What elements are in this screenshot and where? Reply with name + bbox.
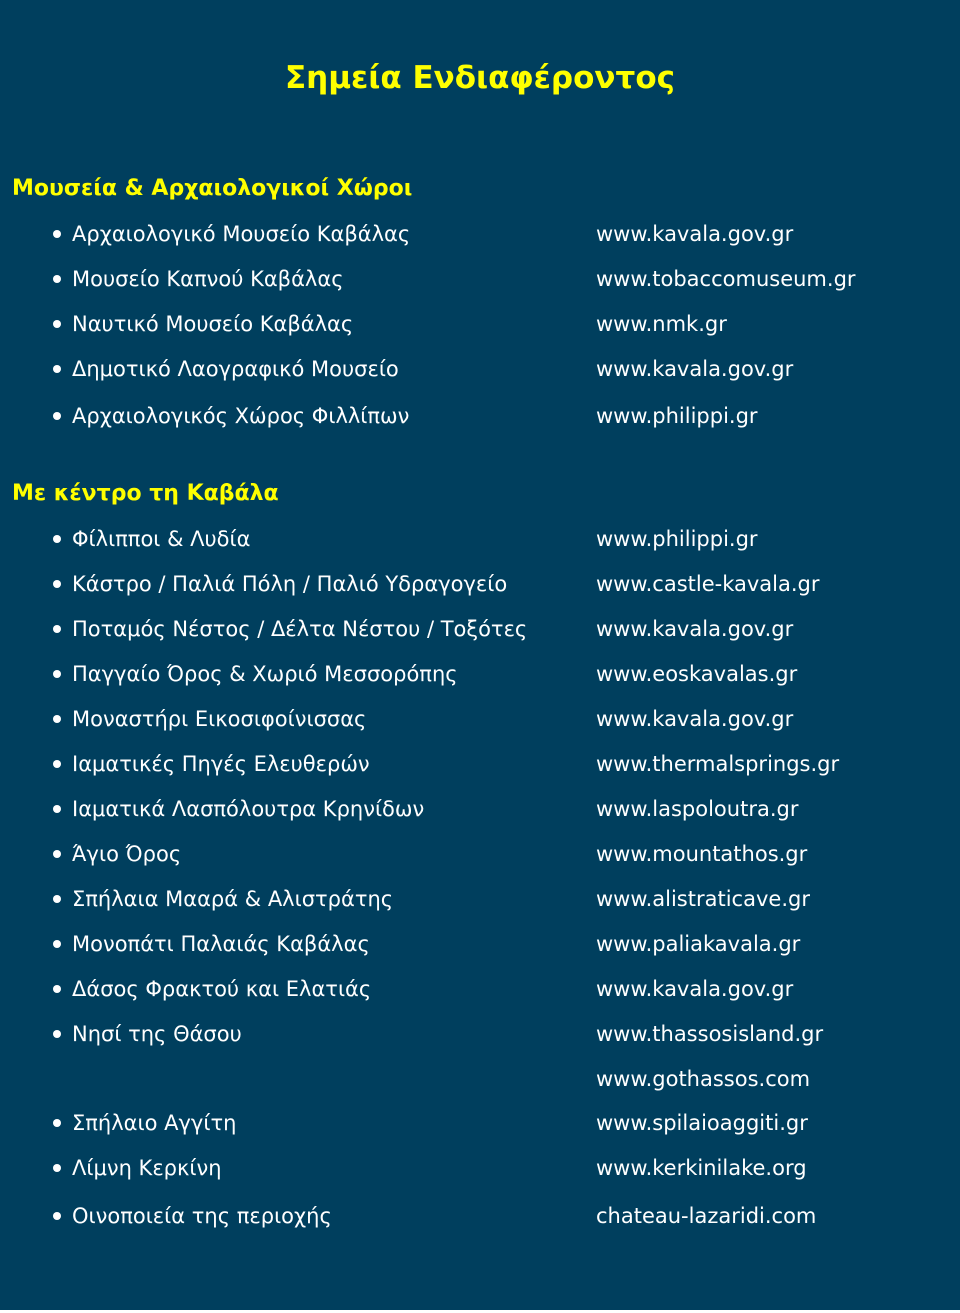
item-url-link[interactable]: www.philippi.gr xyxy=(596,527,758,551)
bullet-icon xyxy=(53,580,61,588)
bullet-icon xyxy=(53,940,61,948)
list-item xyxy=(0,1018,960,1050)
item-name: Ιαματικά Λασπόλουτρα Κρηνίδων xyxy=(72,797,425,821)
bullet-icon xyxy=(53,1164,61,1172)
section-heading: Μουσεία & Αρχαιολογικοί Χώροι xyxy=(12,176,413,201)
bullet-icon xyxy=(53,670,61,678)
list-item xyxy=(0,748,960,780)
list-item xyxy=(0,883,960,915)
bullet-icon xyxy=(53,985,61,993)
bullet-icon xyxy=(53,1030,61,1038)
bullet-icon xyxy=(53,535,61,543)
list-item xyxy=(0,353,960,385)
item-name: Μονοπάτι Παλαιάς Καβάλας xyxy=(72,932,370,956)
list-item xyxy=(0,928,960,960)
list-item xyxy=(0,1063,960,1095)
item-name: Δάσος Φρακτού και Ελατιάς xyxy=(72,977,372,1001)
list-item xyxy=(0,658,960,690)
item-name: Δημοτικό Λαογραφικό Μουσείο xyxy=(72,357,399,381)
item-name: Ιαματικές Πηγές Ελευθερών xyxy=(72,752,370,776)
item-url-link[interactable]: www.nmk.gr xyxy=(596,312,727,336)
item-url-link[interactable]: www.mountathos.gr xyxy=(596,842,808,866)
item-url-link[interactable]: www.paliakavala.gr xyxy=(596,932,801,956)
list-item xyxy=(0,613,960,645)
list-item xyxy=(0,263,960,295)
bullet-icon xyxy=(53,895,61,903)
item-url-link[interactable]: www.kavala.gov.gr xyxy=(596,617,794,641)
bullet-icon xyxy=(53,365,61,373)
list-item xyxy=(0,568,960,600)
item-url-link[interactable]: www.tobaccomuseum.gr xyxy=(596,267,856,291)
section-heading: Με κέντρο τη Καβάλα xyxy=(12,481,279,506)
bullet-icon xyxy=(53,1212,61,1220)
item-url-link[interactable]: www.kavala.gov.gr xyxy=(596,977,794,1001)
item-url-link[interactable]: chateau-lazaridi.com xyxy=(596,1204,817,1228)
bullet-icon xyxy=(53,760,61,768)
item-name: Οινοποιεία της περιοχής xyxy=(72,1204,332,1228)
item-name: Άγιο Όρος xyxy=(72,842,182,866)
item-name: Μοναστήρι Εικοσιφοίνισσας xyxy=(72,707,367,731)
item-url-link[interactable]: www.kavala.gov.gr xyxy=(596,222,794,246)
item-url-link[interactable]: www.philippi.gr xyxy=(596,404,758,428)
item-name: Λίμνη Κερκίνη xyxy=(72,1156,222,1180)
item-url-link[interactable]: www.spilaioaggiti.gr xyxy=(596,1111,808,1135)
bullet-icon xyxy=(53,412,61,420)
bullet-icon xyxy=(53,1119,61,1127)
item-url-link[interactable]: www.thermalsprings.gr xyxy=(596,752,840,776)
item-name: Αρχαιολογικό Μουσείο Καβάλας xyxy=(72,222,411,246)
list-item xyxy=(0,703,960,735)
page-title: Σημεία Ενδιαφέροντος xyxy=(284,60,675,96)
list-item xyxy=(0,1152,960,1184)
item-url-link[interactable]: www.kavala.gov.gr xyxy=(596,707,794,731)
list-item xyxy=(0,218,960,250)
item-url-link[interactable]: www.kavala.gov.gr xyxy=(596,357,794,381)
bullet-icon xyxy=(53,275,61,283)
list-item xyxy=(0,838,960,870)
item-url-link[interactable]: www.kerkinilake.org xyxy=(596,1156,807,1180)
list-item xyxy=(0,400,960,432)
item-url-link[interactable]: www.laspoloutra.gr xyxy=(596,797,799,821)
item-name: Σπήλαιο Αγγίτη xyxy=(72,1111,237,1135)
item-url-link[interactable]: www.alistraticave.gr xyxy=(596,887,810,911)
list-item xyxy=(0,1107,960,1139)
item-name: Ποταμός Νέστος / Δέλτα Νέστου / Τοξότες xyxy=(72,617,528,641)
bullet-icon xyxy=(53,625,61,633)
item-name: Νησί της Θάσου xyxy=(72,1022,242,1046)
item-url-link[interactable]: www.eoskavalas.gr xyxy=(596,662,798,686)
list-item xyxy=(0,523,960,555)
item-name: Σπήλαια Μααρά & Αλιστράτης xyxy=(72,887,394,911)
list-item xyxy=(0,973,960,1005)
item-url-link[interactable]: www.thassosisland.gr xyxy=(596,1022,824,1046)
bullet-icon xyxy=(53,320,61,328)
item-name: Αρχαιολογικός Χώρος Φιλλίπων xyxy=(72,404,410,428)
item-url-link[interactable]: www.gothassos.com xyxy=(596,1067,811,1091)
bullet-icon xyxy=(53,805,61,813)
item-name: Ναυτικό Μουσείο Καβάλας xyxy=(72,312,354,336)
item-name: Φίλιπποι & Λυδία xyxy=(72,527,251,551)
bullet-icon xyxy=(53,715,61,723)
item-name: Παγγαίο Όρος & Χωριό Μεσσορόπης xyxy=(72,662,458,686)
list-item xyxy=(0,308,960,340)
item-name: Κάστρο / Παλιά Πόλη / Παλιό Υδραγογείο xyxy=(72,572,508,596)
list-item xyxy=(0,793,960,825)
list-item xyxy=(0,1200,960,1232)
item-url-link[interactable]: www.castle-kavala.gr xyxy=(596,572,820,596)
bullet-icon xyxy=(53,230,61,238)
item-name: Μουσείο Καπνού Καβάλας xyxy=(72,267,344,291)
bullet-icon xyxy=(53,850,61,858)
